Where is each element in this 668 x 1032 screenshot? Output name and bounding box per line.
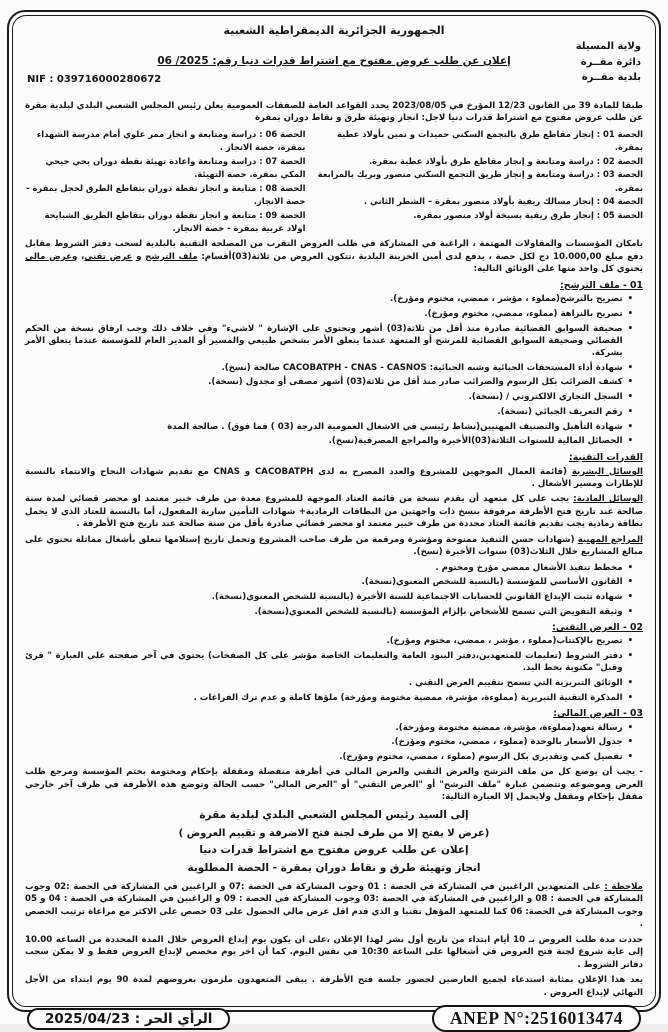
list-item [25,722,633,734]
list-item [25,635,633,647]
duration-paragraph: حددت مدة طلب العروض بـ 10 أيام ابتداء من تاريخ أول نشر لهذا الإعلان ،على ان يكون يوم إيداع العروض خلال المدة المحددة من الساعة 10.00 إلى غاية شروع لجنة فتح العروض في أشغالها على الساعة 10:30 في نفس اليوم. كما أن اخر يوم مخصص لإيداع العروض فقط و لا يمكن سحب دفاتر الشروط . [25,934,644,970]
bullet-icon: • [627,592,633,603]
nif-value: NIF : 039716000280672 [27,74,162,85]
lot-item: الحصة 09 : متابعة و انجاز نقطة دوران بتقاطع الطريق الشبايحة اولاد عربية بمقرة - حصة الانجاز. [44,209,306,233]
list-item [25,736,633,748]
bullet-icon: • [627,421,633,432]
note-lead: ملاحظة : [604,882,643,892]
list-item [25,677,633,689]
bullet-icon: • [627,323,633,334]
list-item [25,323,633,360]
list-item [25,362,633,374]
withdraw-text: بامكان المؤسسات والمقاولات المهتمة ، الراغبة في المشاركة في طلب العروض التقرب من المصلحة التقنية بالبلدية لسحب دفتر الشروط مقابل دفع مبلغ 10.000,00 دج لكل حصة ، يدفع لدى أمين الخزينة البلدية ،تتكون العروض من ثلاثة(03)أقسام: [25,239,643,262]
bullet-icon: • [627,406,633,417]
commune-line: بلدية مقــرة [581,72,641,83]
section-heading-candidacy-file: 01 - ملف الترشح: [560,279,643,291]
section-heading-financial-offer: 03 - العرض المالي: [553,708,643,719]
list-item-text: الحصائل المالية للسنوات الثلاثة(03)الأخيرة والمراجع المصرفية(نسخ). [328,436,623,447]
financial-offer-term: عرض مالي [25,251,72,262]
bullet-icon: • [627,436,633,447]
wilaya-line: ولاية المسيلة [575,41,641,52]
bullet-icon: • [627,392,633,403]
lot-item: الحصة 03 : دراسة ومتابعة و إنجاز طريق التجمع السكني منصور وبريك بالمرابعة بمقرة. [317,169,643,193]
lot-item: الحصة 02 : دراسة ومتابعة و إنجاز مقاطع طرق بأولاد عطية بمقرة. [369,155,643,166]
human-resources-lead: الوسائل البشرية [571,466,644,477]
list-item-text: دفتر الشروط (تعليمات للمتعهدين،دفتر البنود العامة والتعليمات الخاصة مؤشر على كل الصفحات) يحتوي في آخر صفحته على العبارة " قرئ وقبل" مكتوبة بخط اليد. [25,651,623,674]
withdraw-text: ، و [71,251,85,262]
lot-item: الحصة 08 : متابعة و انجاز نقطة دوران بتقاطع الطرق لحجل بمقرة - حصة الانجاز. [26,182,306,207]
list-item-text: رقم التعريف الجبائي (نسخة). [497,406,623,417]
list-item [25,751,633,763]
bullet-icon: • [627,294,633,305]
lot-item: الحصة 05 : إنجاز طرق ريفية بسبخة أولاد منصور بمقرة. [413,209,643,220]
note-paragraph [25,881,643,931]
list-item-text: تصريح بالإكتتاب(مملوء ، مؤشر ، ممضي، مختوم ومؤرخ). [386,636,623,647]
administrative-block [576,39,641,86]
bullet-icon: • [627,678,633,689]
list-item [25,562,633,574]
financial-offer-list [25,722,643,764]
list-item [25,591,633,603]
withdraw-text: يحتوي كل واحد منها على الوثائق التالية: [473,264,643,275]
note-text: على المتعهدين الراغبين في المشاركة في الحصة : 01 وجوب المشاركة في الحصة :07 و الراغبين في المشاركة في الحصة :02 وجوب المشاركة في الحصة : 08 و الراغبين في المشاركة في الحصة :03 وجوب المشاركة في الحصة : 09 و الراغبين في المشاركة في الحصة : 04 و 05 وجوب المشاركة في الحصة: 06 كما للمتعهد المؤهل تقنيا و الذي قدم اقل عرض مالي الحصول على 03 حصص على الاكثر مع مراعاة ترتيب الحصص . [25,882,643,930]
list-item [25,391,633,403]
document-inner-border [12,15,656,1029]
list-item-text: كشف الضرائب بكل الرسوم والضرائب صادر منذ أقل من ثلاثة(03) أشهر مصفى أو مجدول (نسخة). [208,377,623,388]
bullet-icon: • [627,362,633,373]
bullet-icon: • [627,636,633,647]
bullet-icon: • [627,692,633,703]
bullet-icon: • [627,308,633,319]
notice-title: إعلان عن طلب عروض مفتوح مع اشتراط قدرات دنيا رقم: 2025/ 06 [157,55,511,67]
bullet-icon: • [627,606,633,617]
closing-paragraph: يعد هذا الإعلان بمثابة استدعاء لجميع العارضين لحضور جلسة فتح الأظرفة . يبقى المتعهدون ملزمون بعروضهم لمدة 90 يوم ابتداء من الأجل النهائي لإيداع العروض . [25,975,643,998]
material-resources-text: يجب على كل متعهد أن يقدم نسخة من قائمة العتاد الموجهة للمشروع معدة من طرف خبير معتمد او محضر قضائي لمدة سنة صالحة عند تاريخ فتح الأظرفة مرفوقة بنسخ ذات واجهتين من البطاقات الرمادية+ شهادات التأمين سارية المفعول، أما بالنسبة للعتاد الذي لا يحمل بطاقة رمادية يجب تقديم قائمة العتاد محددة من طرف خبير معتمد او محضر قضائي صادرة بأقل من سنة صالحة عند تاريخ فتح الأظرفة . [25,494,643,530]
list-item [25,308,633,320]
bullet-icon: • [627,722,633,733]
bullet-icon: • [627,651,633,662]
technical-offer-term: عرض تقني [84,251,133,262]
lots-column-left [25,128,305,236]
candidacy-file-list [25,293,643,447]
list-item [25,406,633,418]
list-item-text: تصريح بالنزاهة (مملوء، ممضي، مختوم ومؤرخ). [424,308,623,319]
list-item-text: شهادة أداء المستحقات الجبائية وشبه الجبائية: CACOBATPH - CNAS - CASNOS صالحة (نسخ). [221,362,623,373]
republic-title: الجمهورية الجزائرية الديمقراطية الشعبية [223,24,445,37]
intro-paragraph: طبقا للمادة 39 من القانون 12/23 المؤرخ في 2023/08/05 يحدد القواعد العامة للصفقات العمومية يعلن رئيس المجلس الشعبي البلدي لبلدية مقرة عن طلب عروض مفتوح مع اشتراط قدرات دنيا لاجل: انجاز وتهيئة طرق و نقاط دوران بمقرة [25,101,643,124]
list-item-text: صحيفة السوابق القضائية صادرة منذ أقل من ثلاثة(03) أشهر وتحتوي على الإشارة " لاشيء" وفي خلاف ذلك وجب ارفاق نسخة من الحكم القضائي وصحيفة السوابق القضائية للمرشح أو المتعهد عندما يتعلق الأمر بشخص طبيعي والمسير أو المدير العام للمؤسسة عندما يتعلق الأمر بشركة. [25,323,623,359]
list-item [25,435,633,447]
list-item [25,606,633,618]
envelope-instructions: - يجب أن يوضع كل من ملف الترشح والعرض التقني والعرض المالي في أظرفة منفصلة ومقفلة بإحكام ومختومة بختم المؤسسة ومرجع طلب العرض وموضوعه وتتضمن عبارة "ملف الترشح" أو "العرض التقني" أو "العرض المالي" حسب الحالة وتوضع هذه الأظرفة في ظرف آخر خارجي مقفل بإحكام ومقفل ولايحمل إلا العبارة التالية: [25,767,643,803]
professional-references-paragraph [25,534,643,559]
bullet-icon: • [627,737,633,748]
envelope-warning-line: (عرض لا يفتح إلا من طرف لجنة فتح الاضرفة و تقييم العروض ) [178,828,490,840]
human-resources-text: (قائمة العمال الموجهين للمشروع والعدد المصرح به لدى CACOBATPH و CNAS مع تقديم شهادات النجاح والانتماء بالنسبة للإطارات ومسير الأشغال . [25,466,643,489]
lot-item: الحصة 07 : دراسة ومتابعة واعادة تهيئة نقطة دوران بحي حيحي المكي بمقرة. حصة التهيئة. [45,155,306,180]
section-heading-technical-offer: 02 - العرض التقني: [552,621,643,633]
list-item-text: مخطط تنفيذ الأشغال ممضي مؤرخ ومختوم . [435,562,623,573]
list-item [25,421,633,433]
technical-offer-list [25,635,643,704]
anep-stamp: ANEP N°:2516013474 [432,1005,641,1032]
list-item-text: رسالة تعهد(مملوءة، مؤشرة، ممضية مختومة ومؤرخة). [395,722,623,733]
lot-item: الحصة 04 : إنجاز مسالك ريفية بأولاد منصور بمقرة – الشطر الثاني . [363,196,643,207]
lot-item: الحصة 06 : دراسة ومتابعة و انجاز ممر علوي أمام مدرسة الشهداء بمقرة، حصة الانجاز . [36,128,306,153]
candidacy-extra-list [25,562,643,618]
daira-line: دائرة مقــرة [580,56,641,68]
envelope-project-line: انجاز وتهيئة طرق و نقاط دوران بمقرة - الحصة المطلوبة [187,862,481,875]
envelope-address-block [25,807,643,878]
footer-stamps [25,1005,643,1032]
lots-column-right [315,128,643,236]
list-item-text: السجل التجاري الالكتروني / (نسخة). [468,392,623,403]
list-item [25,293,633,305]
list-item [25,376,633,388]
list-item-text: تصريح بالترشح(مملوء ، مؤشر ، ممضي، مختوم ومؤرخ). [390,294,623,305]
professional-references-text: (شهادات حسن التنفيذ ممنوحة ومؤشرة ومرقمة من طرف صاحب المشروع وتحمل تاريخ إستلامها تتعلق بأشغال مماثلة تحتوي على مبالغ المشاريع خلال الثلاث(03) سنوات الأخيرة (نسخ). [25,534,643,558]
human-resources-paragraph [25,466,643,491]
document-border [7,10,661,1029]
list-item-text: تفصيل كمي وتقديري بكل الرسوم (مملوء ، ممضي، مختوم ومؤرخ). [339,751,623,762]
list-item [25,576,633,588]
list-item-text: وثيقة التفويض التي تسمح للأشخاص بإلزام المؤسسة (بالنسبة للشخص المعنوي(نسخة). [254,606,623,617]
withdraw-text: و [132,251,146,262]
candidacy-file-term: ملف الترشح [145,251,198,262]
withdraw-paragraph [25,238,643,275]
bullet-icon: • [627,377,633,388]
list-item-text: الوثائق التبريرية التي تسمح بتقييم العرض التقني . [408,678,623,689]
list-item [25,692,633,704]
bullet-icon: • [627,751,633,762]
list-item-text: المذكرة التقنية التبريرية (مملوءة، مؤشرة، ممضية مختومة ومؤرخة) ملؤها كاملة و عدم ترك الفراغات . [193,692,623,703]
journal-date-stamp: الرأي الحر : 2025/04/23 [27,1008,230,1030]
document-header [25,39,643,97]
lot-item: الحصة 01 : إنجاز مقاطع طرق بالتجمع السكني حميدات و نمين بأولاد عطية بمقرة. [336,128,643,153]
material-resources-lead: الوسائل المادية: [573,494,644,505]
list-item-text: القانون الأساسي للمؤسسة (بالنسبة للشخص المعنوي(نسخة). [361,577,623,588]
lots-columns [25,128,643,236]
section-heading-technical-capabilities: القدرات التقنية: [569,451,643,463]
material-resources-paragraph [25,493,643,530]
bullet-icon: • [627,577,633,588]
envelope-address-line: إلى السيد رئيس المجلس الشعبي البلدي لبلدية مقرة [199,809,469,822]
list-item-text: شهادة تثبت الإيداع القانوني للحسابات الاجتماعية للسنة الأخيرة (بالنسبة للشخص المعنوي(نسخة). [211,592,623,603]
envelope-notice-line: إعلان عن طلب عروض مفتوح مع اشتراط قدرات دنيا [199,844,469,857]
list-item-text: جدول الأسعار بالوحدة (مملوء ، ممضي، مختوم ومؤرخ). [391,737,623,748]
professional-references-lead: المراجع المهنية [577,534,643,545]
bullet-icon: • [627,562,633,573]
list-item-text: شهادة التأهيل والتصنيف المهنيين(نشاط رئيسي في الاشغال العمومية الدرجة (03 ) فما فوق) . صالحة المدة [167,421,623,432]
list-item [25,650,633,674]
